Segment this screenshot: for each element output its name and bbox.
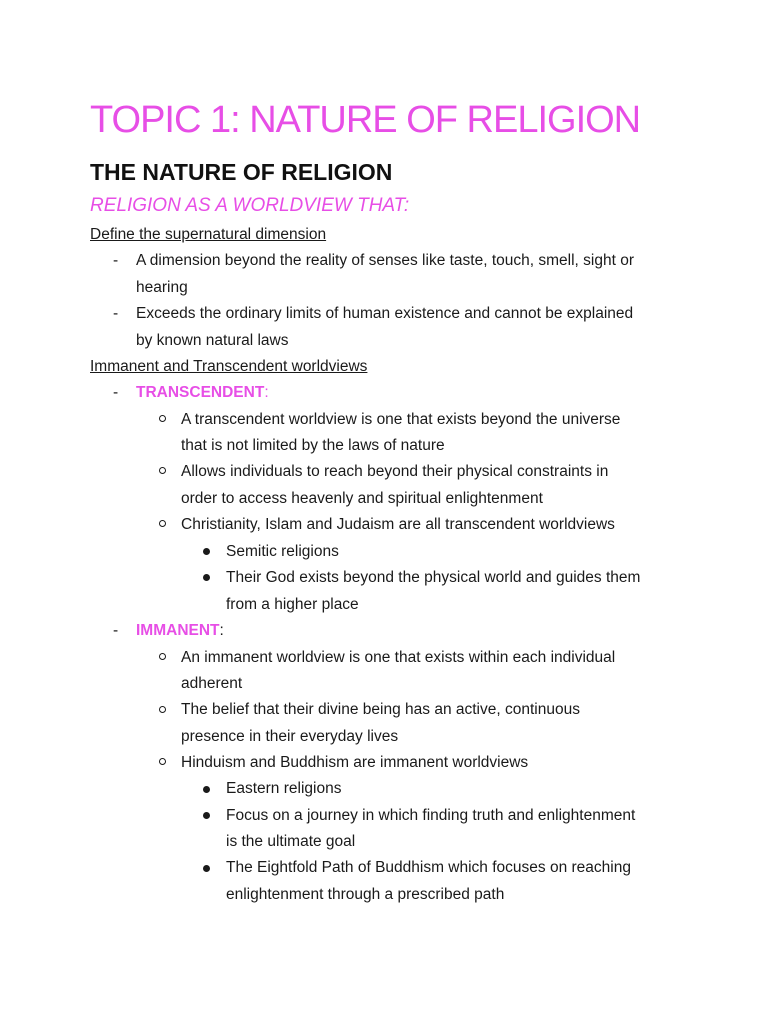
list-item: is the ultimate goal — [226, 833, 356, 850]
circle-bullet — [159, 467, 166, 474]
immanent-heading — [136, 620, 224, 642]
list-item: An immanent worldview is one that exists within each individual — [181, 649, 616, 666]
list-item: Their God exists beyond the physical world and guides them — [226, 569, 641, 586]
transcendent-colon: : — [264, 384, 269, 401]
circle-bullet — [159, 758, 166, 765]
list-item: A transcendent worldview is one that exists beyond the universe — [181, 411, 621, 428]
section-heading: THE NATURE OF RELIGION — [90, 159, 393, 185]
list-item: Christianity, Islam and Judaism are all transcendent worldviews — [181, 516, 615, 533]
circle-bullet — [159, 520, 166, 527]
list-item: adherent — [181, 675, 243, 692]
filled-bullet — [203, 865, 210, 872]
section-subheading: RELIGION AS A WORLDVIEW THAT: — [90, 195, 410, 216]
list-item: that is not limited by the laws of nature — [181, 437, 445, 454]
list-item: by known natural laws — [136, 332, 289, 349]
transcendent-label: TRANSCENDENT — [136, 384, 265, 401]
list-item: The Eightfold Path of Buddhism which focuses on reaching — [226, 859, 631, 876]
dash-bullet: - — [113, 252, 119, 269]
circle-bullet — [159, 653, 166, 660]
dash-bullet: - — [113, 622, 119, 639]
page-title: TOPIC 1: NATURE OF RELIGION — [90, 99, 641, 141]
list-item: A dimension beyond the reality of senses like taste, touch, smell, sight or — [136, 252, 634, 269]
immanent-label: IMMANENT — [136, 622, 220, 639]
list-item: Semitic religions — [226, 543, 339, 560]
filled-bullet — [203, 548, 210, 555]
list-item: order to access heavenly and spiritual enlightenment — [181, 490, 543, 507]
list-item: Allows individuals to reach beyond their physical constraints in — [181, 463, 609, 480]
list-item: Focus on a journey in which finding truth and enlightenment — [226, 807, 636, 824]
list-item: presence in their everyday lives — [181, 728, 399, 745]
list-item: Exceeds the ordinary limits of human existence and cannot be explained — [136, 305, 634, 322]
supernatural-label: Define the supernatural dimension — [90, 226, 327, 243]
list-item: The belief that their divine being has an active, continuous — [181, 701, 580, 718]
filled-bullet — [203, 812, 210, 819]
filled-bullet — [203, 574, 210, 581]
list-item: from a higher place — [226, 596, 359, 613]
list-item: enlightenment through a prescribed path — [226, 886, 505, 903]
immanent-colon: : — [219, 622, 224, 639]
circle-bullet — [159, 415, 166, 422]
circle-bullet — [159, 706, 166, 713]
transcendent-heading — [136, 382, 269, 404]
list-item: Eastern religions — [226, 780, 342, 797]
dash-bullet: - — [113, 305, 119, 322]
list-item: Hinduism and Buddhism are immanent worldviews — [181, 754, 529, 771]
dash-bullet: - — [113, 384, 119, 401]
list-item: hearing — [136, 279, 188, 296]
worldviews-label: Immanent and Transcendent worldviews — [90, 358, 368, 375]
filled-bullet — [203, 786, 210, 793]
